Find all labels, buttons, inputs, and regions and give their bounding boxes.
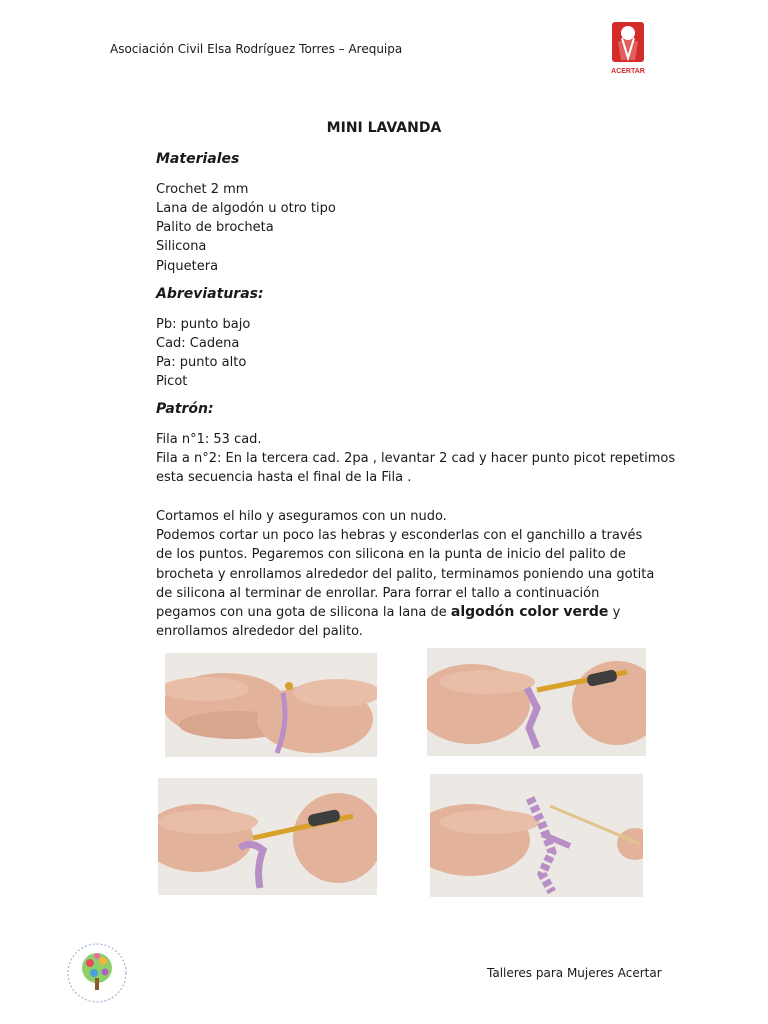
- materiales-item: Lana de algodón u otro tipo: [156, 201, 336, 216]
- patron-instructions-body: Podemos cortar un poco las hebras y esconderlas con el ganchillo a través de los puntos. Pegaremos con silicona en la punta de inicio del palito de brocheta y enrollamos alrededor del palito, terminamos poniendo una gotita de silicona al terminar de enrollar. Para forrar el tallo a continuación pegamos con una gota de silicona la lana de: [156, 528, 655, 621]
- photo-step-2: [427, 648, 646, 756]
- patron-instructions: [156, 526, 656, 642]
- talleres-tree-logo: [66, 942, 128, 1004]
- materiales-heading: Materiales: [156, 151, 240, 167]
- patron-heading: Patrón:: [156, 401, 214, 417]
- patron-intro: Cortamos el hilo y aseguramos con un nudo.: [156, 509, 447, 524]
- materiales-item: Silicona: [156, 239, 207, 254]
- acertar-logo: [608, 20, 648, 78]
- photo-step-1: [165, 653, 377, 757]
- abreviaturas-heading: Abreviaturas:: [156, 286, 264, 302]
- acertar-logo-caption: ACERTAR: [611, 68, 645, 75]
- photo-step-3: [158, 778, 377, 895]
- patron-fila-2-line-1: Fila a n°2: En la tercera cad. 2pa , levantar 2 cad y hacer punto picot repetimos: [156, 451, 676, 466]
- patron-instructions-end: y enrollamos alrededor del palito.: [156, 605, 621, 640]
- abreviatura-item: Pa: punto alto: [156, 355, 247, 370]
- patron-emphasis-algodon: algodón color verde: [450, 604, 609, 621]
- page-title: MINI LAVANDA: [326, 120, 442, 136]
- materiales-item: Crochet 2 mm: [156, 182, 249, 197]
- header-organization: Asociación Civil Elsa Rodríguez Torres – Arequipa: [110, 42, 403, 56]
- abreviatura-item: Picot: [156, 374, 188, 389]
- patron-fila-1: Fila n°1: 53 cad.: [156, 432, 262, 447]
- abreviatura-item: Cad: Cadena: [156, 336, 240, 351]
- patron-fila-2-line-2: esta secuencia hasta el final de la Fila .: [156, 470, 412, 485]
- materiales-item: Palito de brocheta: [156, 220, 274, 235]
- materiales-item: Piquetera: [156, 259, 219, 274]
- abreviatura-item: Pb: punto bajo: [156, 317, 251, 332]
- footer-text: Talleres para Mujeres Acertar: [487, 966, 662, 980]
- photo-step-4: [430, 774, 643, 897]
